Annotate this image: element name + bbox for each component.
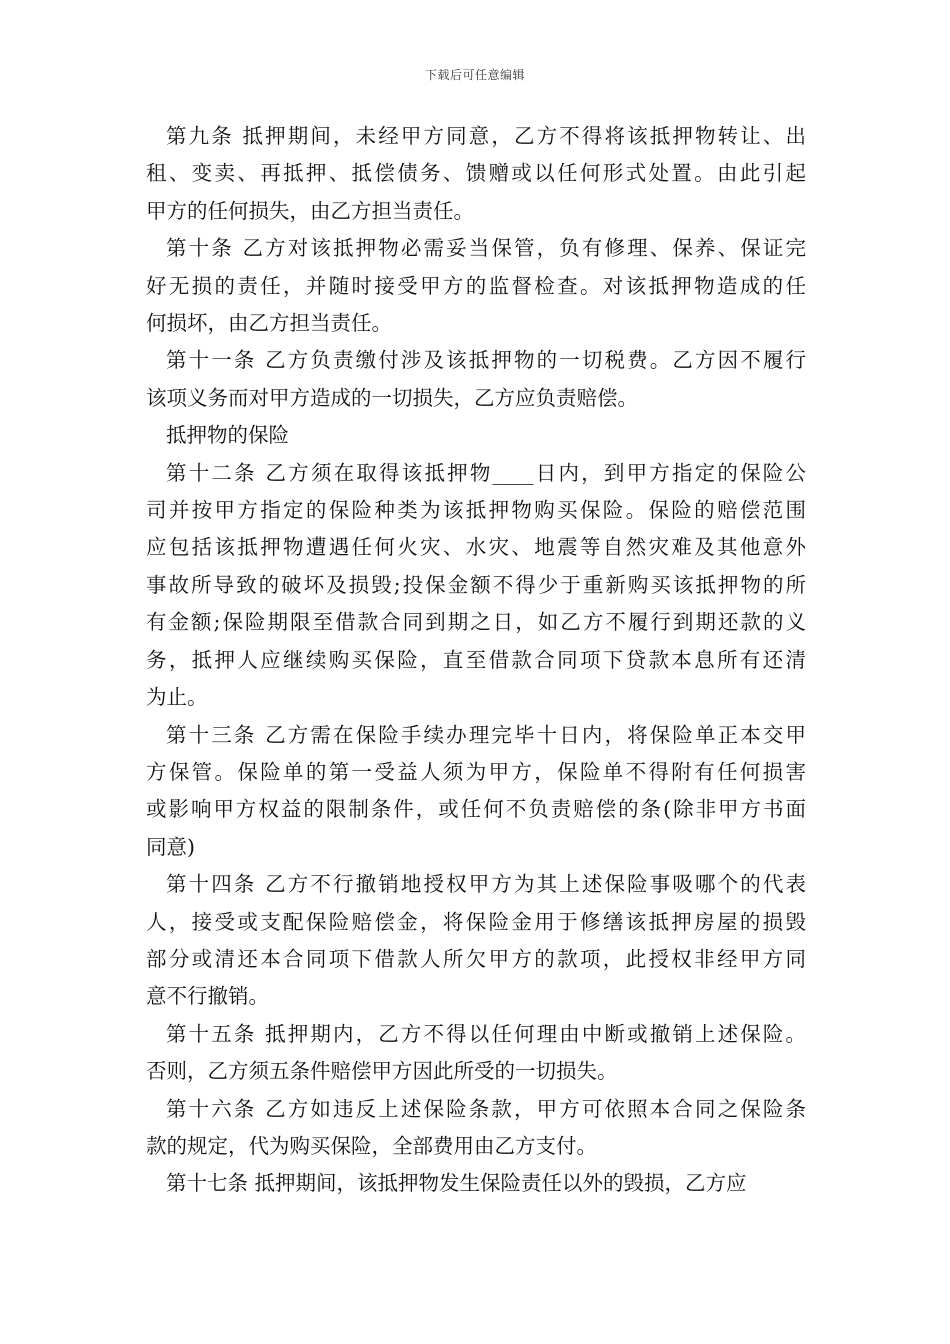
paragraph-line: 应包括该抵押物遭遇任何火灾、水灾、地震等自然灾难及其他意外 bbox=[146, 535, 806, 560]
paragraph-line: 第十五条 抵押期内，乙方不得以任何理由中断或撤销上述保险。 bbox=[166, 1021, 806, 1046]
paragraph-line: 部分或清还本合同项下借款人所欠甲方的款项，此授权非经甲方同 bbox=[146, 946, 806, 971]
document-body bbox=[146, 118, 806, 1203]
paragraph bbox=[146, 230, 806, 342]
paragraph-line: 同意) bbox=[146, 834, 195, 859]
paragraph-line: 第十六条 乙方如违反上述保险条款，甲方可依照本合同之保险条 bbox=[166, 1096, 806, 1121]
paragraph bbox=[146, 1165, 806, 1202]
paragraph-line: 第十条 乙方对该抵押物必需妥当保管，负有修理、保养、保证完 bbox=[166, 236, 806, 261]
paragraph bbox=[146, 1016, 806, 1091]
page-header: 下载后可任意编辑 bbox=[424, 68, 525, 82]
paragraph-line: 第十二条 乙方须在取得该抵押物____日内，到甲方指定的保险公 bbox=[166, 460, 806, 485]
paragraph-line: 该项义务而对甲方造成的一切损失，乙方应负责赔偿。 bbox=[146, 385, 638, 410]
paragraph-line: 抵押物的保险 bbox=[166, 423, 289, 448]
paragraph-line: 第九条 抵押期间，未经甲方同意，乙方不得将该抵押物转让、出 bbox=[166, 124, 806, 148]
paragraph-line: 有金额;保险期限至借款合同到期之日，如乙方不履行到期还款的义 bbox=[146, 610, 806, 635]
paragraph-line: 第十四条 乙方不行撤销地授权甲方为其上述保险事吸哪个的代表 bbox=[166, 872, 806, 897]
paragraph-line: 务，抵押人应继续购买保险，直至借款合同项下贷款本息所有还清 bbox=[146, 647, 806, 672]
paragraph-line: 意不行撤销。 bbox=[146, 984, 269, 1009]
paragraph-line: 何损坏，由乙方担当责任。 bbox=[146, 311, 392, 336]
paragraph bbox=[146, 717, 806, 867]
paragraph-line: 第十一条 乙方负责缴付涉及该抵押物的一切税费。乙方因不履行 bbox=[166, 348, 806, 373]
paragraph-line: 司并按甲方指定的保险种类为该抵押物购买保险。保险的赔偿范围 bbox=[146, 498, 806, 523]
paragraph-line: 第十三条 乙方需在保险手续办理完毕十日内，将保险单正本交甲 bbox=[166, 722, 806, 747]
paragraph bbox=[146, 866, 806, 1016]
paragraph-line: 否则，乙方须五条件赔偿甲方因此所受的一切损失。 bbox=[146, 1059, 618, 1084]
paragraph-line: 事故所导致的破坏及损毁;投保金额不得少于重新购买该抵押物的所 bbox=[146, 572, 806, 597]
paragraph-line: 方保管。保险单的第一受益人须为甲方，保险单不得附有任何损害 bbox=[146, 759, 806, 784]
paragraph bbox=[146, 455, 806, 717]
paragraph-line: 款的规定，代为购买保险，全部费用由乙方支付。 bbox=[146, 1133, 597, 1158]
paragraph-line: 或影响甲方权益的限制条件，或任何不负责赔偿的条(除非甲方书面 bbox=[146, 797, 806, 822]
paragraph-line: 人，接受或支配保险赔偿金，将保险金用于修缮该抵押房屋的损毁 bbox=[146, 909, 806, 934]
paragraph bbox=[146, 417, 806, 454]
paragraph-line: 租、变卖、再抵押、抵偿债务、馈赠或以任何形式处置。由此引起 bbox=[146, 161, 806, 186]
paragraph bbox=[146, 118, 806, 230]
paragraph bbox=[146, 342, 806, 417]
paragraph-line: 好无损的责任，并随时接受甲方的监督检查。对该抵押物造成的任 bbox=[146, 273, 806, 298]
paragraph bbox=[146, 1091, 806, 1166]
paragraph-line: 第十七条 抵押期间，该抵押物发生保险责任以外的毁损，乙方应 bbox=[166, 1171, 747, 1196]
paragraph-line: 为止。 bbox=[146, 685, 208, 710]
paragraph-line: 甲方的任何损失，由乙方担当责任。 bbox=[146, 198, 474, 223]
